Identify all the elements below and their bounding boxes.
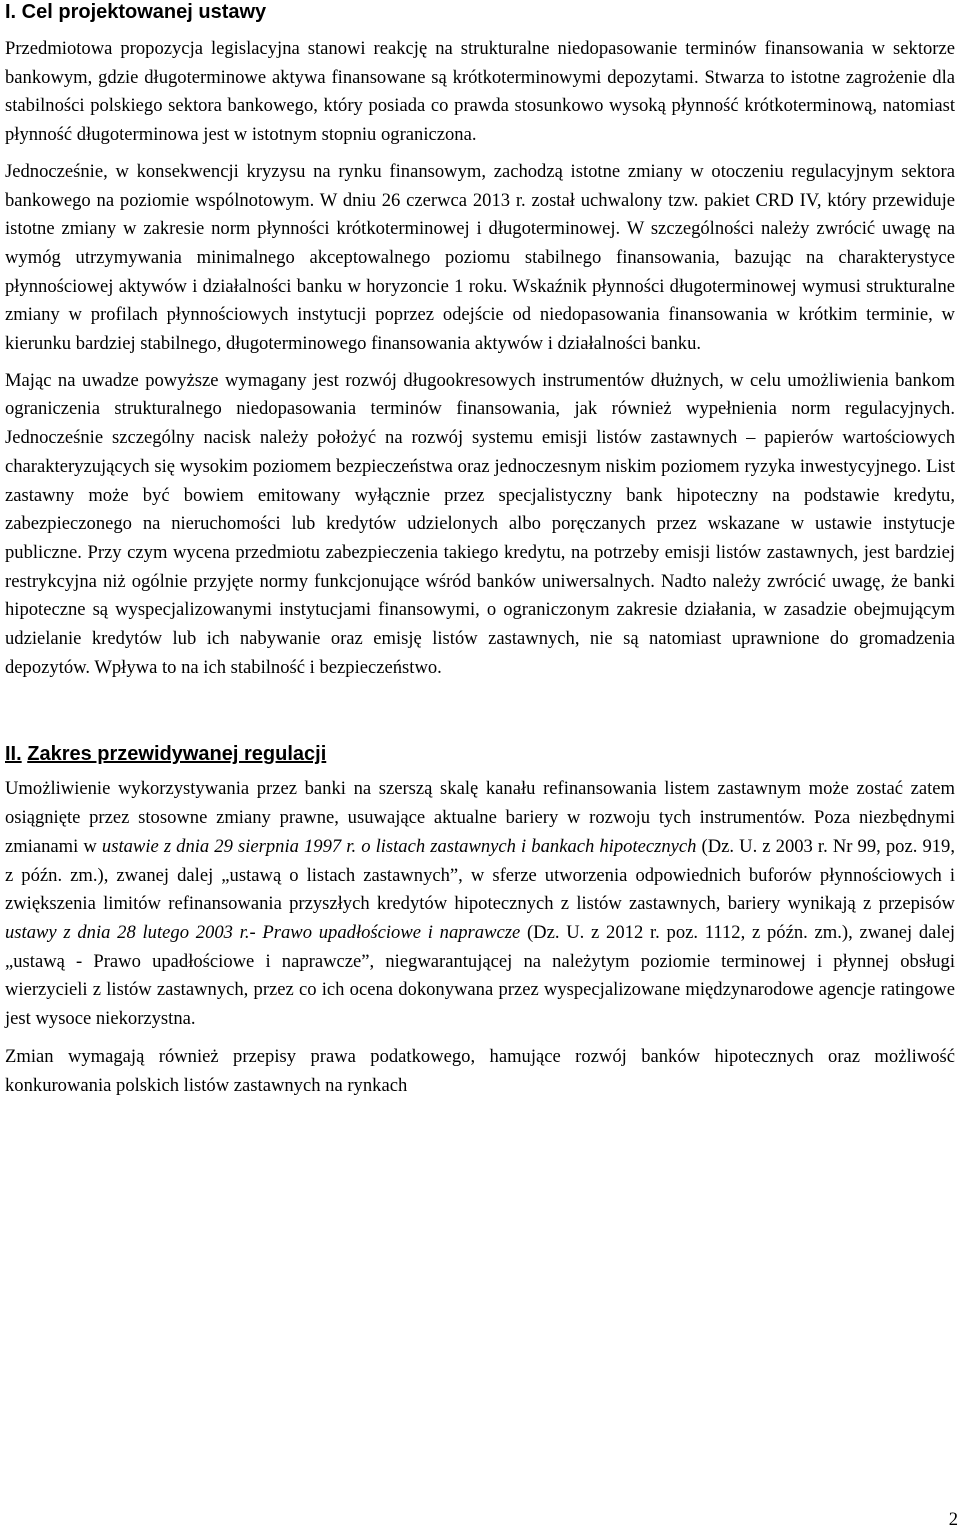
paragraph-1: Przedmiotowa propozycja legislacyjna stanowi reakcję na strukturalne niedopasowanie terminów finansowania w sektorze bankowym, gdzie długoterminowe aktywa finansowane są krótkoterminowymi depozytami. Stwarza to istotne zagrożenie dla stabilności polskiego sektora bankowego, który posiada co prawda stosunkowo wysoką płynność krótkoterminową, natomiast płynność długoterminowa jest w istotnym stopniu ograniczona. (5, 38, 955, 146)
section-1-title: I. Cel projektowanej ustawy (5, 1, 267, 23)
statute-reference-1: ustawie z dnia 29 sierpnia 1997 r. o listach zastawnych i bankach hipotecznych (101, 835, 697, 857)
paragraph-4-part-c: (Dz. U. z 2012 r. poz. 1112, z późn. zm.), zwanej dalej „ustawą - Prawo upadłościowe i naprawcze”, niegwarantującej na należytym poziomie terminowej i płynnej obsługi wierzycieli z listów zastawnych, przez co ich ocena dokonywana przez wyspecjalizowane międzynarodowe agencje ratingowe jest wysoce niekorzystna. (5, 921, 955, 1030)
paragraph-3: Mając na uwadze powyższe wymagany jest rozwój długookresowych instrumentów dłużnych, w celu umożliwienia bankom ograniczenia strukturalnego niedopasowania terminów finansowania, jak również wypełnienia norm regulacyjnych. Jednocześnie szczególny nacisk należy położyć na rozwój systemu emisji listów zastawnych – papierów wartościowych charakteryzujących się wysokim poziomem bezpieczeństwa oraz jednoczesnym niskim poziomem ryzyka inwestycyjnego. List zastawny może być bowiem emitowany wyłącznie przez specjalistyczny bank hipoteczny na podstawie kredytu, zabezpieczonego na nieruchomości lub kredytów udzielonych albo poręczanych przez wskazane w ustawie instytucje publiczne. Przy czym wycena przedmiotu zabezpieczenia takiego kredytu, na potrzeby emisji listów zastawnych, jest bardziej restrykcyjna niż ogólnie przyjęte normy funkcjonujące wśród banków uniwersalnych. Nadto należy zwrócić uwagę, że banki hipoteczne są wyspecjalizowanymi instytucjami finansowymi, o ograniczonym zakresie działania, w zasadzie obejmującym udzielanie kredytów lub ich nabywanie oraz emisję listów zastawnych, nie są natomiast uprawnione do gromadzenia depozytów. Wpływa to na ich stabilność i bezpieczeństwo. (5, 369, 955, 678)
paragraph-4-part-a: Umożliwienie wykorzystywania przez banki na szerszą skalę kanału refinansowania listem zastawnym może zostać zatem osiągnięte przez stosowne zmiany prawne, usuwające aktualne bariery w rozwoju tych instrumentów. Poza niezbędnymi zmianami w (5, 778, 955, 857)
section-2-title-text: Zakres przewidywanej regulacji (27, 743, 327, 766)
paragraph-4-part-b: (Dz. U. z 2003 r. Nr 99, poz. 919, z późn. zm.), zwanej dalej „ustawą o listach zastawnych”, w sferze utworzenia odpowiednich buforów płynnościowych i zwiększenia limitów refinansowania przyszłych kredytów hipotecznych z listów zastawnych, bariery wynikają z przepisów (5, 835, 955, 915)
document-page (5, 0, 955, 1100)
section-2-title (5, 742, 955, 766)
paragraph-2: Jednocześnie, w konsekwencji kryzysu na rynku finansowym, zachodzą istotne zmiany w otoczeniu regulacyjnym sektora bankowego na poziomie wspólnotowym. W dniu 26 czerwca 2013 r. został uchwalony tzw. pakiet CRD IV, który przewiduje istotne zmiany w zakresie norm płynności krótkoterminowej i długoterminowej. W szczególności należy zwrócić uwagę na wymóg utrzymywania minimalnego akceptowalnego poziomu stabilnego finansowania, bazując na charakterystyce płynnościowej aktywów i działalności banku w horyzoncie 1 roku. Wskaźnik płynności długoterminowej wymusi strukturalne zmiany w profilach płynnościowych instytucji poprzez odejście od niedopasowania finansowania w krótkim terminie, w kierunku bardziej stabilnego, długoterminowego finansowania aktywów i działalności banku. (5, 160, 955, 355)
paragraph-4 (5, 775, 955, 1033)
statute-reference-2: ustawy z dnia 28 lutego 2003 r.- Prawo upadłościowe i naprawcze (5, 921, 521, 943)
page-number: 2 (948, 1509, 958, 1530)
paragraph-5: Zmian wymagają również przepisy prawa podatkowego, hamujące rozwój banków hipotecznych oraz możliwość konkurowania polskich listów zastawnych na rynkach (5, 1045, 955, 1096)
section-2-number: II. (5, 743, 22, 766)
